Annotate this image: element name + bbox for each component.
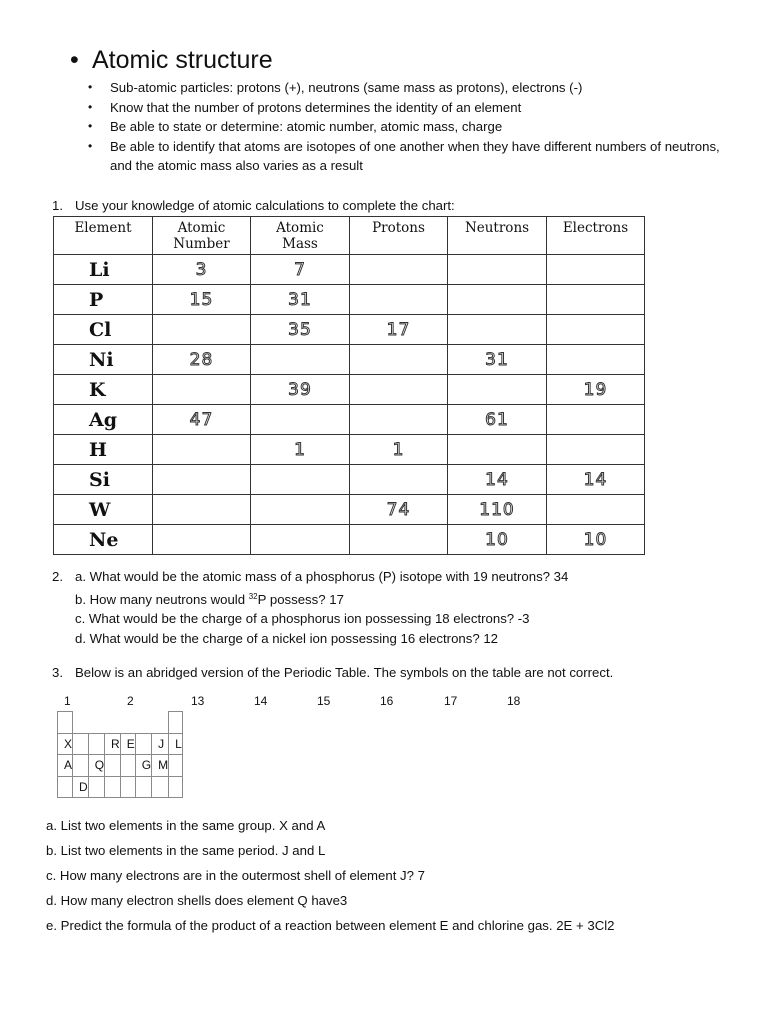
header-electrons: Electrons <box>547 217 645 255</box>
cell-atomic-mass: 39 <box>251 375 350 405</box>
grid-cell <box>58 776 73 798</box>
cell-element: H <box>54 435 153 465</box>
table-row <box>54 375 645 405</box>
periodic-grid <box>57 711 183 798</box>
cell-protons <box>350 375 448 405</box>
group-label: 14 <box>254 694 268 708</box>
cell-protons <box>350 465 448 495</box>
grid-cell <box>73 712 89 734</box>
cell-atomic-number: 15 <box>153 285 251 315</box>
cell-protons <box>350 345 448 375</box>
mass-number-superscript: 32 <box>248 591 258 601</box>
cell-protons <box>350 285 448 315</box>
grid-cell: G <box>135 755 151 777</box>
cell-atomic-number <box>153 465 251 495</box>
grid-cell <box>120 712 135 734</box>
grid-cell: D <box>73 776 89 798</box>
grid-cell <box>73 733 89 755</box>
question-number: 1. <box>52 198 63 213</box>
table-row <box>58 776 183 798</box>
grid-cell <box>120 776 135 798</box>
cell-atomic-number: 47 <box>153 405 251 435</box>
cell-element: Si <box>54 465 153 495</box>
grid-cell <box>73 755 89 777</box>
question-3e: e. Predict the formula of the product of a reaction between element E and chlorine gas. 2E + 3Cl2 <box>46 918 615 933</box>
grid-cell: J <box>152 733 169 755</box>
list-item <box>88 137 728 176</box>
question-3 <box>52 665 613 680</box>
table-row <box>54 495 645 525</box>
question-text: a. What would be the atomic mass of a phosphorus (P) isotope with 19 neutrons? 34 <box>75 569 569 584</box>
bullet-dot: • <box>88 80 93 94</box>
cell-electrons <box>547 285 645 315</box>
cell-element: K <box>54 375 153 405</box>
cell-atomic-mass <box>251 465 350 495</box>
cell-neutrons: 61 <box>448 405 547 435</box>
bullet-dot: • <box>88 99 93 114</box>
group-label: 13 <box>191 694 205 708</box>
group-label: 15 <box>317 694 331 708</box>
grid-cell <box>135 712 151 734</box>
grid-cell <box>152 776 169 798</box>
table-row <box>58 733 183 755</box>
cell-element: Ne <box>54 525 153 555</box>
header-atomic-mass: Atomic Mass <box>251 217 350 255</box>
grid-cell <box>152 712 169 734</box>
cell-element: P <box>54 285 153 315</box>
cell-protons <box>350 255 448 285</box>
grid-cell: X <box>58 733 73 755</box>
list-item <box>88 78 728 98</box>
grid-cell: M <box>152 755 169 777</box>
table-row <box>54 435 645 465</box>
grid-cell <box>88 776 104 798</box>
cell-atomic-number <box>153 375 251 405</box>
cell-protons <box>350 405 448 435</box>
cell-atomic-mass: 1 <box>251 435 350 465</box>
cell-electrons: 19 <box>547 375 645 405</box>
question-2d: d. What would be the charge of a nickel ion possessing 16 electrons? 12 <box>75 630 498 646</box>
question-text: Below is an abridged version of the Periodic Table. The symbols on the table are not correct. <box>75 665 614 680</box>
cell-protons <box>350 525 448 555</box>
table-row <box>54 465 645 495</box>
cell-atomic-mass <box>251 405 350 435</box>
cell-atomic-mass: 7 <box>251 255 350 285</box>
question-3d: d. How many electron shells does element Q have3 <box>46 893 348 908</box>
grid-cell: A <box>58 755 73 777</box>
cell-neutrons <box>448 315 547 345</box>
cell-neutrons: 31 <box>448 345 547 375</box>
cell-atomic-number <box>153 495 251 525</box>
cell-electrons <box>547 495 645 525</box>
group-label: 2 <box>127 694 134 708</box>
cell-atomic-mass: 35 <box>251 315 350 345</box>
question-2c: c. What would be the charge of a phosphorus ion possessing 18 electrons? -3 <box>75 611 530 626</box>
cell-neutrons <box>448 375 547 405</box>
question-2b: b. How many neutrons would $^{32}$P possess? 17 <box>75 591 344 607</box>
cell-element: Ag <box>54 405 153 435</box>
cell-element: Cl <box>54 315 153 345</box>
table-row <box>54 345 645 375</box>
grid-cell <box>105 776 121 798</box>
table-row <box>54 525 645 555</box>
chart-header-row <box>54 217 645 255</box>
grid-cell <box>169 755 183 777</box>
cell-element: Li <box>54 255 153 285</box>
table-row <box>54 405 645 435</box>
cell-neutrons: 110 <box>448 495 547 525</box>
cell-neutrons <box>448 435 547 465</box>
cell-neutrons <box>448 255 547 285</box>
group-label: 1 <box>64 694 71 708</box>
cell-electrons <box>547 405 645 435</box>
cell-atomic-number <box>153 435 251 465</box>
list-item <box>88 117 728 137</box>
bullet-dot: • <box>88 138 93 153</box>
cell-electrons: 14 <box>547 465 645 495</box>
grid-cell <box>120 755 135 777</box>
question-3a: a. List two elements in the same group. X and A <box>46 818 326 833</box>
question-2a <box>52 567 568 587</box>
grid-cell <box>169 712 183 734</box>
cell-protons: 1 <box>350 435 448 465</box>
table-row <box>58 712 183 734</box>
header-protons: Protons <box>350 217 448 255</box>
list-item-text: Be able to state or determine: atomic number, atomic mass, charge <box>110 119 503 134</box>
list-item-text: Sub-atomic particles: protons (+), neutrons (same mass as protons), electrons (-) <box>110 80 583 95</box>
grid-cell <box>169 776 183 798</box>
title-bullet: • <box>70 46 79 74</box>
cell-element: W <box>54 495 153 525</box>
cell-atomic-mass <box>251 345 350 375</box>
header-neutrons: Neutrons <box>448 217 547 255</box>
question-number: 2. <box>52 569 63 584</box>
cell-protons: 17 <box>350 315 448 345</box>
table-row <box>54 285 645 315</box>
title-text: Atomic structure <box>92 46 273 74</box>
list-item-text: Know that the number of protons determines the identity of an element <box>110 99 522 115</box>
objectives-list <box>88 78 728 176</box>
group-label: 16 <box>380 694 394 708</box>
grid-cell: R <box>105 733 121 755</box>
question-number: 3. <box>52 665 63 680</box>
cell-atomic-number <box>153 315 251 345</box>
grid-cell <box>135 733 151 755</box>
table-row <box>58 755 183 777</box>
group-label: 18 <box>507 694 521 708</box>
table-row <box>54 315 645 345</box>
atomic-chart <box>53 216 645 555</box>
cell-atomic-number <box>153 525 251 555</box>
cell-neutrons: 14 <box>448 465 547 495</box>
grid-cell: E <box>120 733 135 755</box>
cell-protons: 74 <box>350 495 448 525</box>
cell-atomic-mass <box>251 525 350 555</box>
grid-cell <box>88 712 104 734</box>
header-element: Element <box>54 217 153 255</box>
grid-cell: Q <box>88 755 104 777</box>
cell-electrons <box>547 315 645 345</box>
header-atomic-number: Atomic Number <box>153 217 251 255</box>
cell-atomic-number: 28 <box>153 345 251 375</box>
grid-cell: L <box>169 733 183 755</box>
cell-atomic-mass <box>251 495 350 525</box>
cell-electrons <box>547 435 645 465</box>
table-row <box>54 255 645 285</box>
list-item <box>88 98 728 118</box>
question-1 <box>52 198 455 213</box>
question-3b: b. List two elements in the same period. J and L <box>46 843 326 858</box>
cell-atomic-number: 3 <box>153 255 251 285</box>
cell-electrons: 10 <box>547 525 645 555</box>
cell-atomic-mass: 31 <box>251 285 350 315</box>
question-3-parts <box>46 818 615 943</box>
cell-element: Ni <box>54 345 153 375</box>
cell-neutrons: 10 <box>448 525 547 555</box>
cell-electrons <box>547 255 645 285</box>
question-2 <box>52 567 568 648</box>
question-text: Use your knowledge of atomic calculations to complete the chart: <box>75 198 455 213</box>
page-title <box>70 46 273 75</box>
grid-cell <box>105 755 121 777</box>
grid-cell <box>58 712 73 734</box>
group-label: 17 <box>444 694 458 708</box>
grid-cell <box>105 712 121 734</box>
cell-neutrons <box>448 285 547 315</box>
question-3c: c. How many electrons are in the outermost shell of element J? 7 <box>46 868 425 883</box>
bullet-dot: • <box>88 119 93 133</box>
grid-cell <box>88 733 104 755</box>
cell-electrons <box>547 345 645 375</box>
grid-cell <box>135 776 151 798</box>
list-item-text: Be able to identify that atoms are isotopes of one another when they have different numbers of neutrons, and the atomic mass also varies as a result <box>110 138 720 173</box>
